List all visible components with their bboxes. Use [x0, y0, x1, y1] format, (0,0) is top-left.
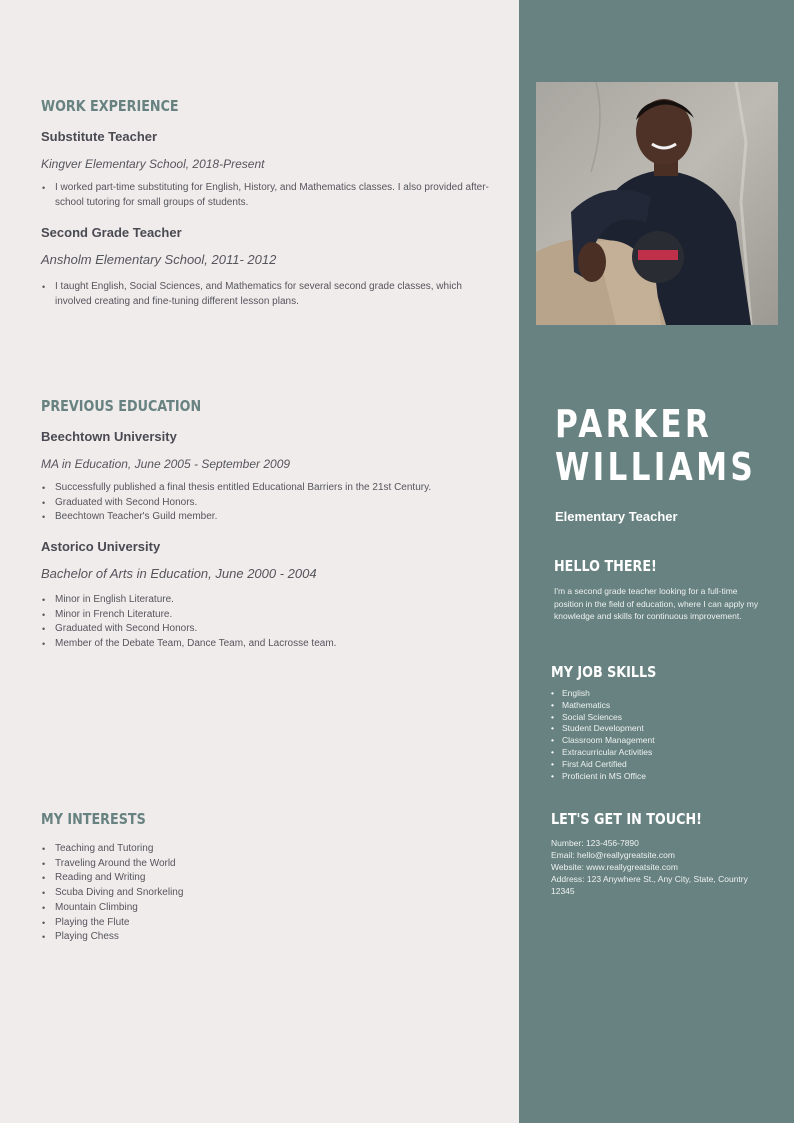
skills-list [551, 688, 655, 782]
person-name [555, 403, 756, 489]
list-item: • Mountain Climbing [55, 901, 495, 916]
list-item: • Playing the Flute [55, 916, 495, 931]
list-item: • Teaching and Tutoring [55, 842, 495, 857]
list-item: • I worked part-time substituting for English, History, and Mathematics classes. I also provided after-school tutoring for small groups of students. [55, 181, 495, 210]
list-item: • Traveling Around the World [55, 857, 495, 872]
contact-email: Email: hello@reallygreatsite.com [551, 850, 675, 860]
job-bullets [41, 181, 495, 210]
list-item: • I taught English, Social Sciences, and Mathematics for several second grade classes, which involved creating and fine-tuning different lesson plans. [55, 280, 495, 309]
contact-address: Address: 123 Anywhere St., Any City, State, Country 12345 [551, 874, 748, 896]
name-last: WILLIAMS [555, 445, 757, 489]
list-item: • Member of the Debate Team, Dance Team, and Lacrosse team. [55, 637, 495, 652]
list-item: • Graduated with Second Honors. [55, 496, 495, 511]
list-item: • Proficient in MS Office [562, 771, 655, 783]
school-name: Beechtown University [41, 429, 177, 444]
school-name: Astorico University [41, 539, 161, 554]
interests-heading: MY INTERESTS [41, 810, 146, 828]
job-title: Substitute Teacher [41, 129, 158, 144]
list-item: • English [562, 688, 655, 700]
list-item: • Beechtown Teacher's Guild member. [55, 510, 495, 525]
hello-heading: HELLO THERE! [554, 557, 657, 575]
list-item: • Graduated with Second Honors. [55, 622, 495, 637]
contact-website: Website: www.reallygreatsite.com [551, 862, 678, 872]
list-item: • Scuba Diving and Snorkeling [55, 886, 495, 901]
interests-list [41, 842, 495, 945]
list-item: • Successfully published a final thesis entitled Educational Barriers in the 21st Century. [55, 481, 495, 496]
job-role: Elementary Teacher [555, 509, 678, 524]
education-heading: PREVIOUS EDUCATION [41, 397, 202, 415]
list-item: • First Aid Certified [562, 759, 655, 771]
school-bullets [41, 481, 495, 525]
list-item: • Student Development [562, 723, 655, 735]
contact-heading: LET'S GET IN TOUCH! [551, 810, 702, 828]
work-experience-heading: WORK EXPERIENCE [41, 97, 179, 115]
list-item: • Minor in English Literature. [55, 593, 495, 608]
skills-heading: MY JOB SKILLS [551, 663, 657, 681]
school-degree: MA in Education, June 2005 - September 2009 [41, 457, 291, 471]
about-text: I'm a second grade teacher looking for a full-time position in the field of education, where I can apply my knowledge and skills for continuous improvement. [554, 586, 759, 622]
list-item: • Social Sciences [562, 712, 655, 724]
profile-photo [536, 82, 778, 325]
name-first: PARKER [555, 402, 713, 446]
list-item: • Reading and Writing [55, 871, 495, 886]
contact-number: Number: 123-456-7890 [551, 838, 639, 848]
job-place: Kingver Elementary School, 2018-Present [41, 157, 265, 171]
list-item: • Playing Chess [55, 930, 495, 945]
list-item: • Classroom Management [562, 735, 655, 747]
contact-block [551, 837, 751, 897]
list-item: • Minor in French Literature. [55, 608, 495, 623]
list-item: • Mathematics [562, 700, 655, 712]
job-title: Second Grade Teacher [41, 225, 182, 240]
list-item: • Extracurricular Activities [562, 747, 655, 759]
job-bullets [41, 280, 495, 309]
school-bullets [41, 593, 495, 652]
job-place: Ansholm Elementary School, 2011- 2012 [41, 252, 277, 267]
school-degree: Bachelor of Arts in Education, June 2000 - 2004 [41, 566, 317, 581]
